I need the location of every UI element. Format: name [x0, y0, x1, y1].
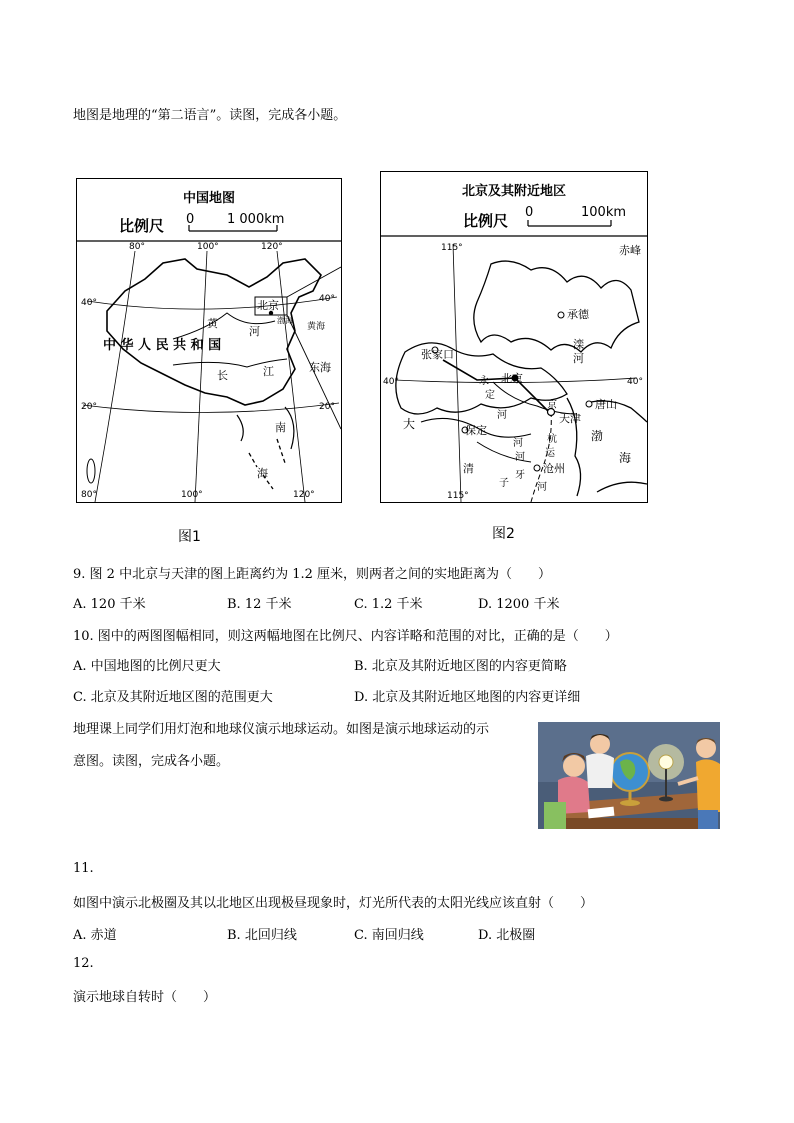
- china-map-place-label: 河: [249, 325, 260, 338]
- beijing-map-place-label: 河: [515, 452, 525, 463]
- beijing-map-place-label: 牙: [515, 470, 525, 481]
- china-map: [76, 178, 342, 503]
- china-map-place-label: 江: [263, 365, 274, 378]
- beijing-map-place-label: 赤峰: [619, 244, 641, 257]
- question-10-option-b[interactable]: B. 北京及其附近地区图的内容更简略: [354, 659, 567, 674]
- china-map-scale-value: 1 000km: [227, 212, 285, 227]
- question-11-number: 11.: [73, 861, 94, 876]
- beijing-map-drawing: [381, 172, 647, 502]
- question-12-number: 12.: [73, 956, 94, 971]
- china-map-place-label: 渤海: [277, 316, 293, 325]
- beijing-map-place-label: 京: [547, 400, 557, 411]
- question-10-option-d[interactable]: D. 北京及其附近地区地图的内容更详细: [354, 690, 581, 705]
- beijing-map-lon-label: 115°: [447, 491, 469, 501]
- china-map-place-label: 长: [217, 369, 228, 382]
- beijing-map-place-label: 唐山: [595, 398, 617, 411]
- question-12-stem: 演示地球自转时（ ）: [73, 990, 217, 1005]
- question-11-option-b[interactable]: B. 北回归线: [227, 928, 297, 943]
- beijing-map-place-label: 大: [403, 417, 416, 431]
- beijing-map-place-label: 杭: [547, 434, 557, 445]
- question-11-stem: 如图中演示北极圈及其以北地区出现极昼现象时，灯光所代表的太阳光线应该直射（ ）: [73, 896, 594, 911]
- beijing-map-scale-value: 100km: [581, 205, 627, 220]
- beijing-map-place-label: 河: [497, 410, 507, 421]
- question-9-option-c[interactable]: C. 1.2 千米: [354, 597, 423, 612]
- china-map-place-label: 黄: [207, 317, 218, 330]
- beijing-map-place-label: 天津: [559, 412, 581, 425]
- china-map-scale-label: 比例尺: [119, 217, 165, 235]
- china-map-lon-label: 80°: [81, 490, 97, 500]
- beijing-map-place-label: 滦: [573, 338, 584, 351]
- figure-2-caption: 图2: [492, 526, 515, 542]
- beijing-map-lat-label: 40°: [383, 377, 399, 387]
- beijing-map-place-label: 清: [463, 462, 474, 475]
- china-map-lon-label: 120°: [261, 242, 283, 252]
- beijing-map-title: 北京及其附近地区: [461, 184, 566, 199]
- china-map-place-label: 北京: [257, 299, 279, 312]
- beijing-map-place-label: 张家口: [421, 348, 454, 361]
- beijing-map-place-label: 承德: [567, 308, 589, 321]
- china-map-lon-label: 80°: [129, 242, 145, 252]
- beijing-map-scale-label: 比例尺: [463, 212, 509, 230]
- intro-text: 地图是地理的“第二语言”。读图，完成各小题。: [73, 108, 347, 123]
- china-map-drawing: [77, 179, 341, 502]
- scenario-text-line-2: 意图。读图，完成各小题。: [73, 754, 230, 769]
- question-10-option-c[interactable]: C. 北京及其附近地区图的范围更大: [73, 690, 273, 705]
- china-map-place-label: 黄海: [307, 322, 326, 332]
- question-9-option-a[interactable]: A. 120 千米: [73, 597, 146, 612]
- beijing-map-place-label: 河: [537, 482, 547, 493]
- beijing-map-place-label: 子: [499, 478, 509, 489]
- globe-lamp-illustration: [538, 722, 720, 829]
- beijing-map-place-label: 永: [479, 376, 489, 387]
- question-10-option-a[interactable]: A. 中国地图的比例尺更大: [73, 659, 221, 674]
- beijing-map-scale-zero: 0: [525, 205, 534, 220]
- china-map-lat-label: 40°: [319, 294, 335, 304]
- china-map-place-label: 东海: [309, 361, 331, 374]
- beijing-map-place-label: 定: [485, 390, 495, 401]
- question-11-option-a[interactable]: A. 赤道: [73, 928, 117, 943]
- china-map-country-label: 中 华 人 民 共 和 国: [103, 338, 222, 353]
- beijing-map-place-label: 渤: [591, 429, 604, 443]
- question-9-option-b[interactable]: B. 12 千米: [227, 597, 292, 612]
- beijing-region-map: [380, 171, 648, 503]
- question-11-option-c[interactable]: C. 南回归线: [354, 928, 424, 943]
- beijing-map-place-label: 河: [513, 438, 523, 449]
- beijing-map-place-label: 运: [545, 448, 555, 459]
- china-map-lat-label: 20°: [319, 402, 335, 412]
- question-11-option-d[interactable]: D. 北极圈: [478, 928, 536, 943]
- china-map-place-label: 海: [257, 467, 268, 480]
- beijing-map-lat-label: 40°: [627, 377, 643, 387]
- beijing-map-place-label: 保定: [465, 424, 487, 437]
- beijing-map-place-label: 河: [573, 352, 584, 365]
- figure-1-caption: 图1: [178, 529, 201, 545]
- beijing-map-place-label: 海: [619, 451, 632, 465]
- china-map-title: 中国地图: [182, 191, 235, 206]
- question-9-option-d[interactable]: D. 1200 千米: [478, 597, 560, 612]
- china-map-lon-label: 100°: [181, 490, 203, 500]
- china-map-lat-label: 40°: [81, 298, 97, 308]
- question-10-stem: 10. 图中的两图图幅相同，则这两幅地图在比例尺、内容详略和范围的对比，正确的是（ ）: [73, 629, 618, 644]
- china-map-scale-zero: 0: [186, 212, 195, 227]
- question-9-stem: 9. 图 2 中北京与天津的图上距离约为 1.2 厘米，则两者之间的实地距离为（ ）: [73, 567, 552, 582]
- china-map-lat-label: 20°: [81, 402, 97, 412]
- scenario-text-line-1: 地理课上同学们用灯泡和地球仪演示地球运动。如图是演示地球运动的示: [73, 722, 490, 737]
- china-map-lon-label: 120°: [293, 490, 315, 500]
- china-map-place-label: 南: [275, 421, 286, 434]
- china-map-lon-label: 100°: [197, 242, 219, 252]
- beijing-map-lon-label: 115°: [441, 243, 463, 253]
- beijing-map-place-label: 北京: [501, 372, 523, 385]
- beijing-map-place-label: 沧州: [543, 462, 565, 475]
